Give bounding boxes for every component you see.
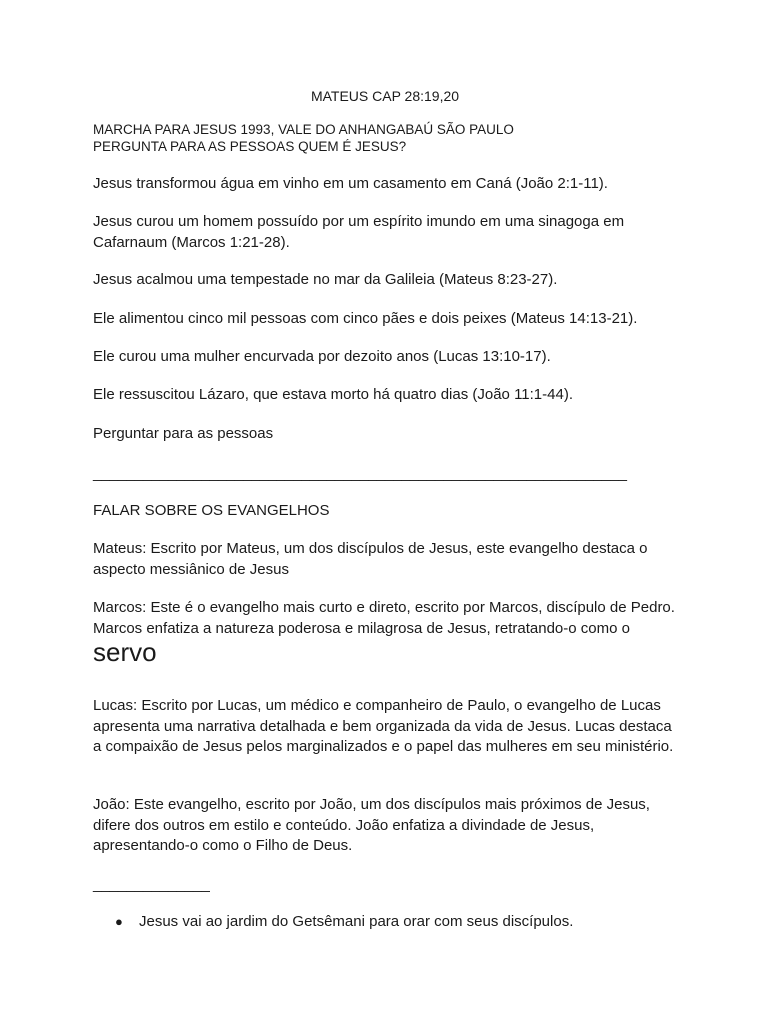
gospel-joao: João: Este evangelho, escrito por João, um dos discípulos mais próximos de Jesus, difere dos outros em estilo e conteúdo. João enfatiza a divindade de Jesus, apresentando-o como o Filho de Deus. — [93, 796, 650, 854]
separator-short: ______________ — [93, 876, 210, 893]
header-block — [93, 122, 514, 155]
miracle-calm-storm: Jesus acalmou uma tempestade no mar da Galileia (Mateus 8:23-27). — [93, 271, 558, 288]
gospel-lucas: Lucas: Escrito por Lucas, um médico e companheiro de Paulo, o evangelho de Lucas apresenta uma narrativa detalhada e bem organizada da vida de Jesus. Lucas destaca a compaixão de Jesus pelos marginalizados e o papel das mulheres em seu ministério. — [93, 697, 674, 755]
miracle-unclean-spirit: Jesus curou um homem possuído por um espírito imundo em uma sinagoga em Cafarnaum (Marcos 1:21-28). — [93, 213, 625, 251]
ask-people-text: Perguntar para as pessoas — [93, 425, 274, 442]
document-title: MATEUS CAP 28:19,20 — [310, 88, 460, 104]
miracle-lazarus: Ele ressuscitou Lázaro, que estava morto há quatro dias (João 11:1-44). — [93, 386, 573, 403]
bullet-dot-icon: ● — [115, 914, 123, 929]
header-line-question: PERGUNTA PARA AS PESSOAS QUEM É JESUS? — [93, 138, 407, 154]
bullet-text: Jesus vai ao jardim do Getsêmani para orar com seus discípulos. — [139, 913, 574, 930]
miracle-water-wine: Jesus transformou água em vinho em um casamento em Caná (João 2:1-11). — [93, 175, 608, 192]
gospel-mateus: Mateus: Escrito por Mateus, um dos discípulos de Jesus, este evangelho destaca o aspecto messiânico de Jesus — [93, 540, 648, 578]
gospel-marcos-text: Marcos: Este é o evangelho mais curto e direto, escrito por Marcos, discípulo de Pedro. Marcos enfatiza a natureza poderosa e milagrosa de Jesus, retratando-o como o — [93, 599, 675, 637]
header-line-march: MARCHA PARA JESUS 1993, VALE DO ANHANGABAÚ SÃO PAULO — [93, 122, 514, 137]
bullet-item-gethsemane — [115, 912, 573, 932]
separator-long: ________________________________________________________________ — [93, 465, 627, 482]
gospel-marcos-big-word: servo — [93, 637, 157, 667]
miracle-feeding: Ele alimentou cinco mil pessoas com cinco pães e dois peixes (Mateus 14:13-21). — [93, 310, 638, 327]
miracle-bent-woman: Ele curou uma mulher encurvada por dezoito anos (Lucas 13:10-17). — [93, 348, 551, 365]
gospels-heading: FALAR SOBRE OS EVANGELHOS — [93, 502, 330, 519]
gospel-marcos — [93, 598, 683, 668]
